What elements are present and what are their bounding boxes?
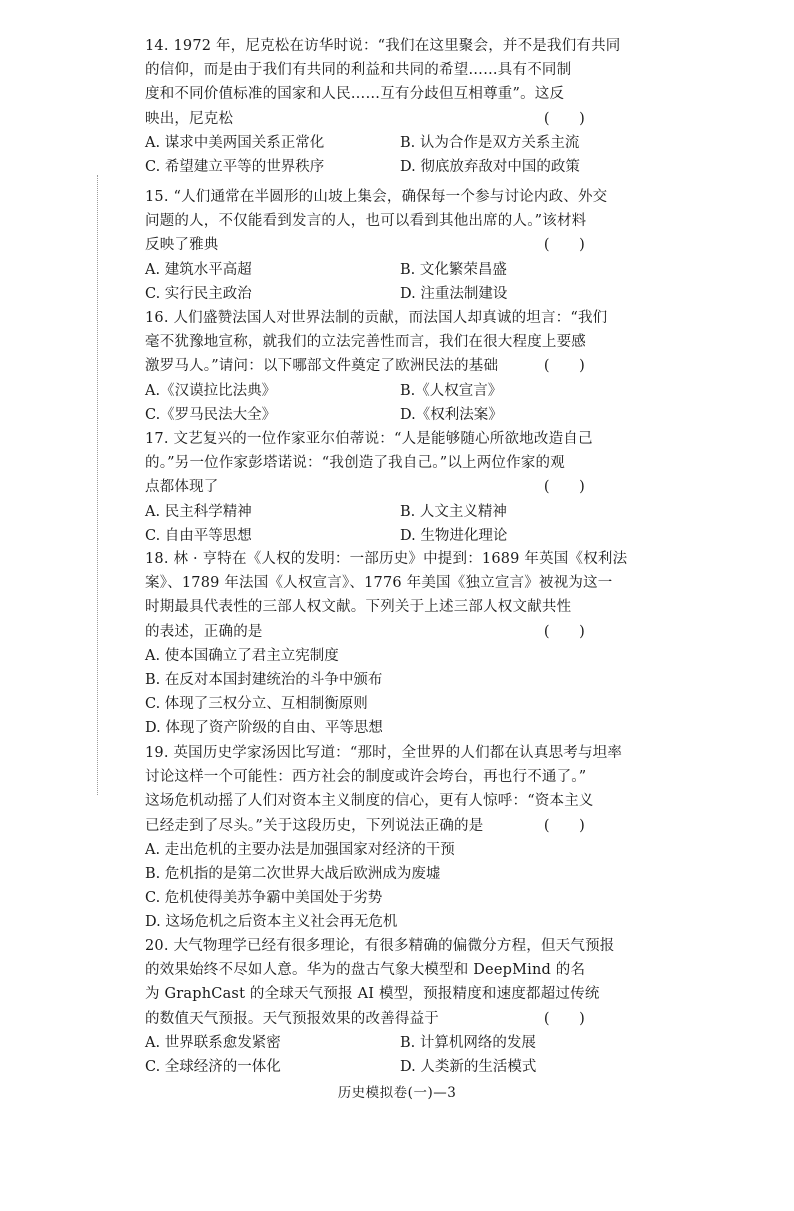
question-17 [145, 427, 593, 548]
option-b[interactable]: B. 危机指的是第二次世界大战后欧洲成为废墟 [145, 866, 441, 883]
answer-parenthesis: ( ) [543, 479, 585, 496]
option-a[interactable]: A. 谋求中美两国关系正常化 [145, 134, 325, 151]
option-b[interactable]: B. 文化繁荣昌盛 [400, 261, 507, 278]
question-stem-line: 案》、1789 年法国《人权宣言》、1776 年美国《独立宣言》被视为这一 [145, 575, 613, 592]
question-stem-line: 讨论这样一个可能性：西方社会的制度或许会垮台，再也行不通了。” [145, 769, 587, 786]
option-d[interactable]: D. 生物进化理论 [400, 527, 508, 544]
option-d[interactable]: D. 人类新的生活模式 [400, 1059, 537, 1075]
option-c[interactable]: C. 全球经济的一体化 [145, 1059, 281, 1075]
question-stem-line: 的表述，正确的是 [145, 623, 263, 640]
question-19 [145, 741, 623, 935]
options-row [145, 1055, 585, 1079]
question-stem-line: 19. 英国历史学家汤因比写道：“那时，全世界的人们都在认真思考与坦率 [145, 745, 623, 761]
options-row [145, 155, 585, 179]
question-15 [145, 185, 608, 306]
question-stem-line: 14. 1972 年，尼克松在访华时说：“我们在这里聚会，并不是我们有共同 [145, 38, 621, 54]
question-stem-line: 的效果始终不尽如人意。华为的盘古气象大模型和 DeepMind 的名 [145, 962, 586, 979]
question-stem-last-line [145, 107, 585, 131]
options-row [145, 1031, 585, 1055]
option-c[interactable]: C. 实行民主政治 [145, 285, 252, 302]
question-stem-line: 15. “人们通常在半圆形的山坡上集会，确保每一个参与讨论内政、外交 [145, 189, 608, 205]
question-stem-last-line [145, 620, 585, 644]
options-row [145, 524, 585, 548]
option-d[interactable]: D.《权利法案》 [400, 406, 503, 423]
option-a[interactable]: A. 走出危机的主要办法是加强国家对经济的干预 [145, 841, 455, 858]
option-a[interactable]: A. 建筑水平高超 [145, 261, 252, 278]
answer-parenthesis: ( ) [543, 237, 585, 254]
question-stem-line: 问题的人，不仅能看到发言的人，也可以看到其他出席的人。”该材料 [145, 213, 587, 230]
option-c[interactable]: C. 危机使得美苏争霸中美国处于劣势 [145, 890, 383, 907]
question-18 [145, 547, 628, 741]
question-stem-line: 毫不犹豫地宣称，就我们的立法完善性而言，我们在很大程度上要感 [145, 334, 586, 351]
question-14 [145, 34, 621, 179]
binding-margin-line [97, 175, 98, 795]
option-d[interactable]: D. 体现了资产阶级的自由、平等思想 [145, 720, 383, 737]
option-b[interactable]: B. 在反对本国封建统治的斗争中颁布 [145, 672, 383, 689]
option-d[interactable]: D. 注重法制建设 [400, 285, 508, 302]
question-stem-line: 激罗马人。”请问：以下哪部文件奠定了欧洲民法的基础 [145, 358, 499, 375]
question-stem-line: 17. 文艺复兴的一位作家亚尔伯蒂说：“人是能够随心所欲地改造自己 [145, 431, 593, 447]
options-row [145, 379, 585, 403]
option-a[interactable]: A. 使本国确立了君主立宪制度 [145, 647, 339, 664]
option-b[interactable]: B. 人文主义精神 [400, 503, 507, 520]
question-stem-line: 这场危机动摇了人们对资本主义制度的信心，更有人惊呼：“资本主义 [145, 793, 594, 810]
option-d[interactable]: D. 这场危机之后资本主义社会再无危机 [145, 914, 398, 931]
question-stem-line: 时期最具代表性的三部人权文献。下列关于上述三部人权文献共性 [145, 599, 572, 616]
option-c[interactable]: C.《罗马民法大全》 [145, 406, 277, 423]
option-a[interactable]: A.《汉谟拉比法典》 [145, 382, 277, 399]
question-20 [145, 934, 615, 1079]
options-row [145, 131, 585, 155]
answer-parenthesis: ( ) [543, 110, 585, 127]
option-c[interactable]: C. 体现了三权分立、互相制衡原则 [145, 696, 368, 713]
question-stem-line: 已经走到了尽头。”关于这段历史，下列说法正确的是 [145, 817, 484, 834]
option-a[interactable]: A. 民主科学精神 [145, 503, 252, 520]
option-c[interactable]: C. 自由平等思想 [145, 527, 252, 544]
option-b[interactable]: B. 计算机网络的发展 [400, 1034, 536, 1051]
answer-parenthesis: ( ) [543, 817, 585, 834]
option-b[interactable]: B. 认为合作是双方关系主流 [400, 134, 580, 151]
question-stem-last-line [145, 354, 585, 378]
question-stem-last-line [145, 475, 585, 499]
question-stem-last-line [145, 233, 585, 257]
options-row [145, 500, 585, 524]
question-stem-last-line [145, 1007, 585, 1031]
answer-parenthesis: ( ) [543, 1010, 585, 1027]
option-d[interactable]: D. 彻底放弃敌对中国的政策 [400, 159, 580, 175]
page-footer: 历史模拟卷(一)—3 [337, 1085, 457, 1101]
question-stem-line: 为 GraphCast 的全球天气预报 AI 模型，预报精度和速度都超过传统 [145, 986, 600, 1003]
option-b[interactable]: B.《人权宣言》 [400, 382, 503, 399]
question-stem-line: 反映了雅典 [145, 237, 219, 254]
answer-parenthesis: ( ) [543, 623, 585, 640]
question-stem-line: 的数值天气预报。天气预报效果的改善得益于 [145, 1010, 439, 1027]
question-stem-line: 的。”另一位作家彭塔诺说：“我创造了我自己。”以上两位作家的观 [145, 455, 565, 472]
options-row [145, 282, 585, 306]
options-row [145, 403, 585, 427]
question-stem-last-line [145, 814, 585, 838]
question-stem-line: 18. 林 · 亨特在《人权的发明：一部历史》中提到：1689 年英国《权利法 [145, 551, 628, 567]
answer-parenthesis: ( ) [543, 358, 585, 375]
question-stem-line: 点都体现了 [145, 479, 219, 496]
question-stem-line: 映出，尼克松 [145, 110, 234, 127]
question-stem-line: 的信仰，而是由于我们有共同的利益和共同的希望……具有不同制 [145, 62, 572, 79]
question-stem-line: 20. 大气物理学已经有很多理论，有很多精确的偏微分方程，但天气预报 [145, 938, 615, 954]
option-a[interactable]: A. 世界联系愈发紧密 [145, 1034, 281, 1051]
option-c[interactable]: C. 希望建立平等的世界秩序 [145, 159, 325, 175]
question-stem-line: 16. 人们盛赞法国人对世界法制的贡献，而法国人却真诚的坦言：“我们 [145, 310, 608, 326]
question-16 [145, 306, 608, 427]
options-row [145, 258, 585, 282]
question-stem-line: 度和不同价值标准的国家和人民……互有分歧但互相尊重”。这反 [145, 86, 565, 103]
